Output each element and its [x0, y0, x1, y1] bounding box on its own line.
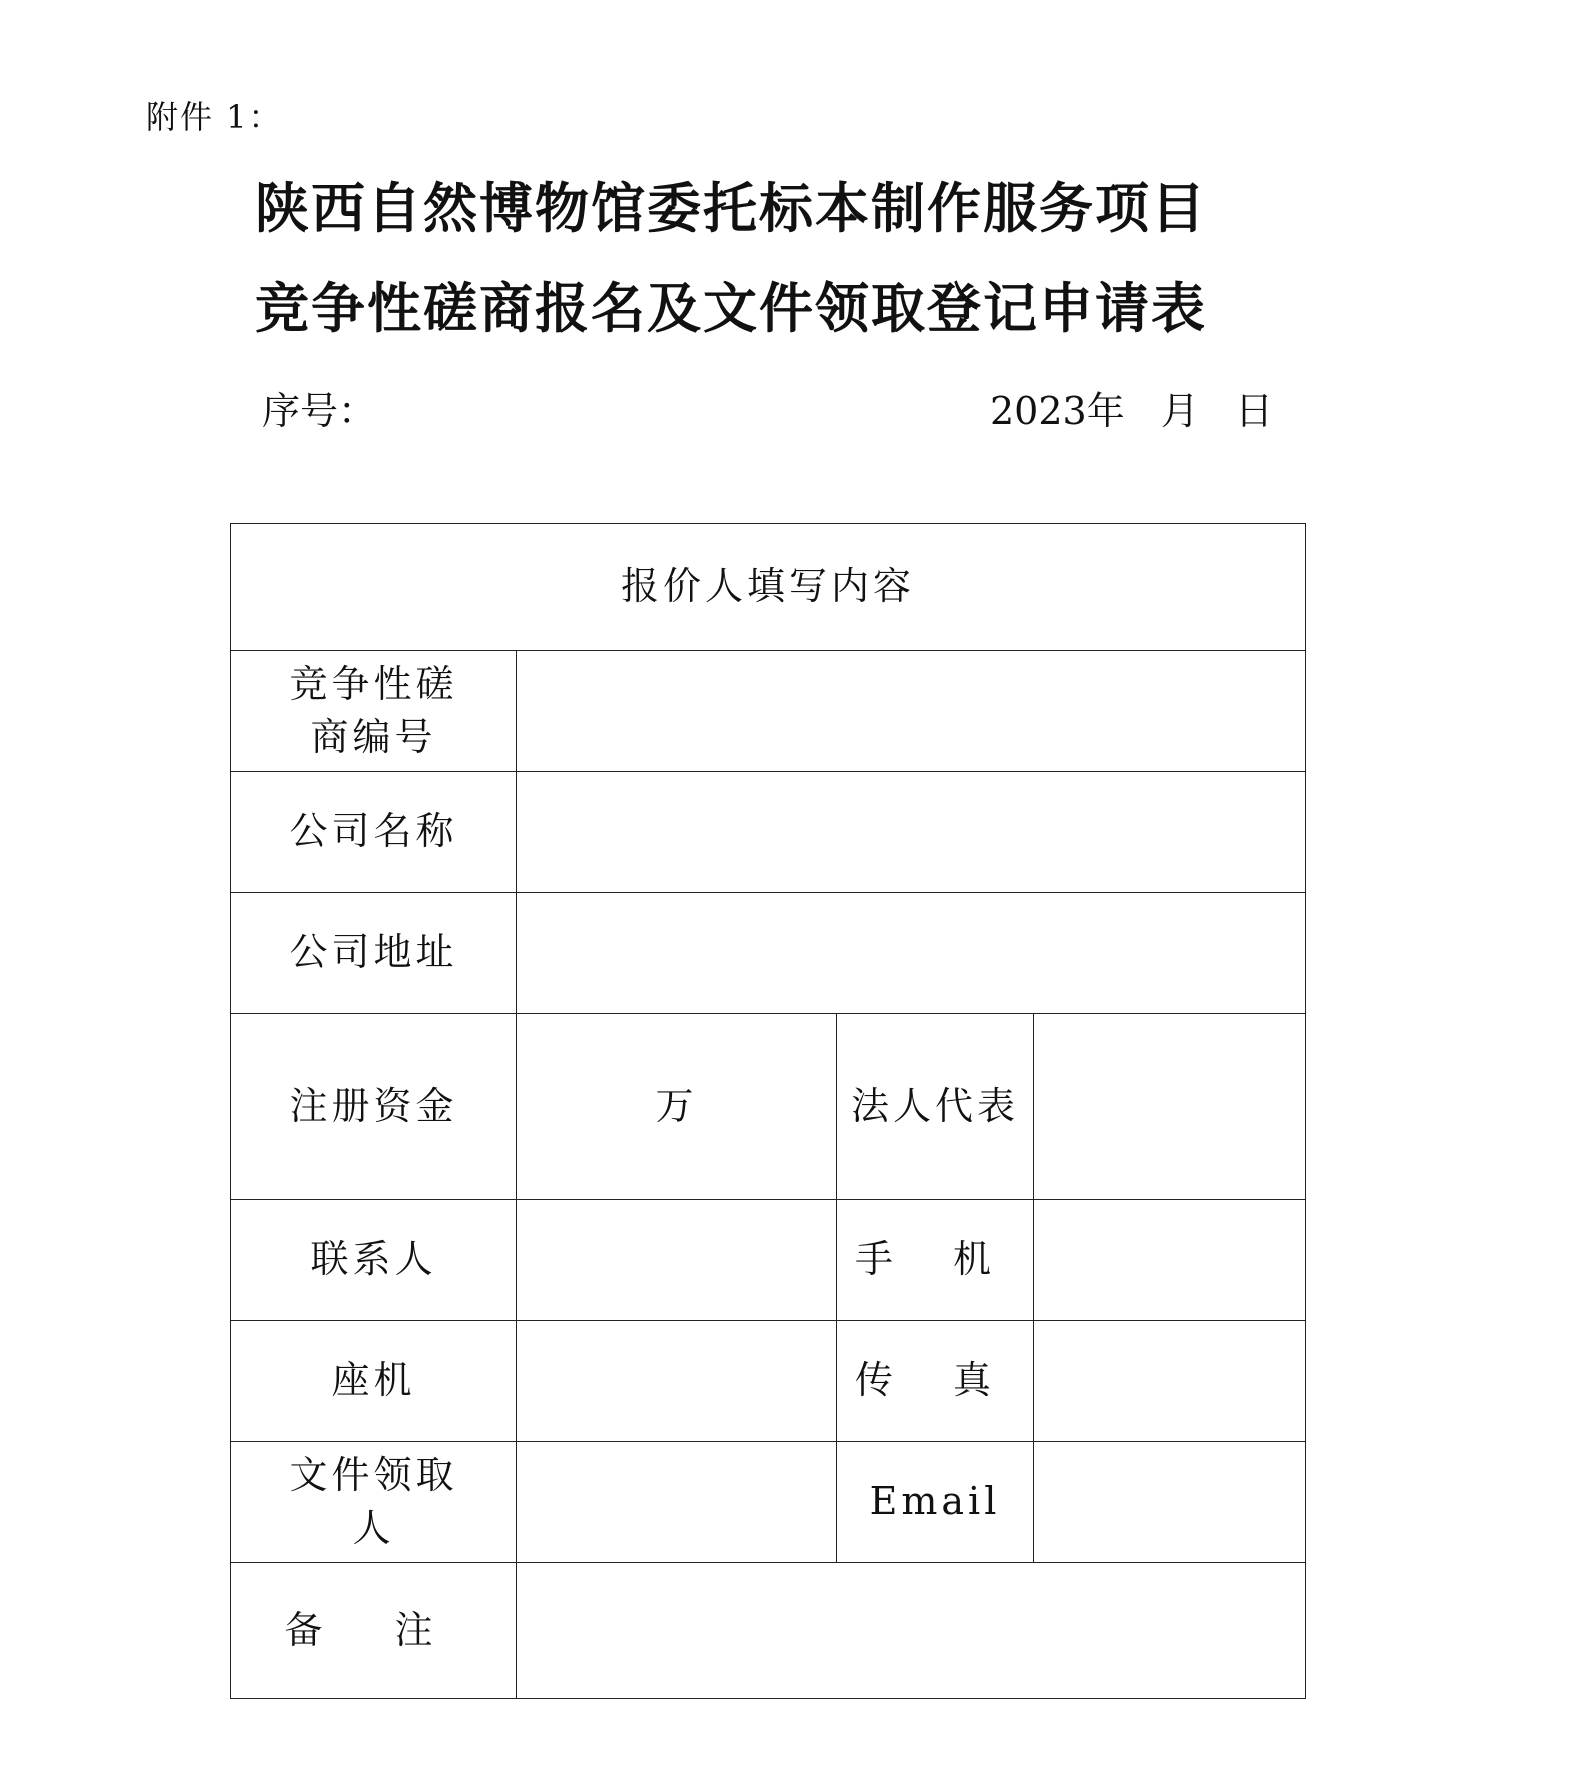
mobile-label: 手 机: [837, 1200, 1034, 1321]
company-address-label: 公司地址: [231, 893, 517, 1014]
mobile-field[interactable]: [1034, 1200, 1306, 1321]
landline-label: 座机: [231, 1321, 517, 1442]
remarks-label: 备 注: [231, 1563, 517, 1699]
section-header: 报价人填写内容: [231, 524, 1306, 651]
document-title-line1: 陕西自然博物馆委托标本制作服务项目: [255, 177, 1207, 240]
document-receiver-label: 文件领取人: [231, 1442, 517, 1563]
bidder-number-label: 竞争性磋商编号: [231, 651, 517, 772]
registered-capital-field[interactable]: 万: [517, 1014, 837, 1200]
legal-representative-label: 法人代表: [837, 1014, 1034, 1200]
bidder-number-field[interactable]: [517, 651, 1306, 772]
registered-capital-label: 注册资金: [231, 1014, 517, 1200]
remarks-field[interactable]: [517, 1563, 1306, 1699]
email-field[interactable]: [1034, 1442, 1306, 1563]
serial-number-label: 序号：: [262, 389, 377, 433]
fax-field[interactable]: [1034, 1321, 1306, 1442]
legal-representative-field[interactable]: [1034, 1014, 1306, 1200]
landline-field[interactable]: [517, 1321, 837, 1442]
document-title-line2: 竞争性磋商报名及文件领取登记申请表: [255, 277, 1207, 340]
email-label: Email: [837, 1442, 1034, 1563]
contact-person-field[interactable]: [517, 1200, 837, 1321]
registration-form-table: [230, 523, 1306, 1699]
fax-label: 传 真: [837, 1321, 1034, 1442]
contact-person-label: 联系人: [231, 1200, 517, 1321]
company-name-field[interactable]: [517, 772, 1306, 893]
date-field: 2023年 月 日: [990, 389, 1274, 433]
attachment-label: 附件 1：: [146, 98, 283, 136]
company-name-label: 公司名称: [231, 772, 517, 893]
company-address-field[interactable]: [517, 893, 1306, 1014]
document-receiver-field[interactable]: [517, 1442, 837, 1563]
